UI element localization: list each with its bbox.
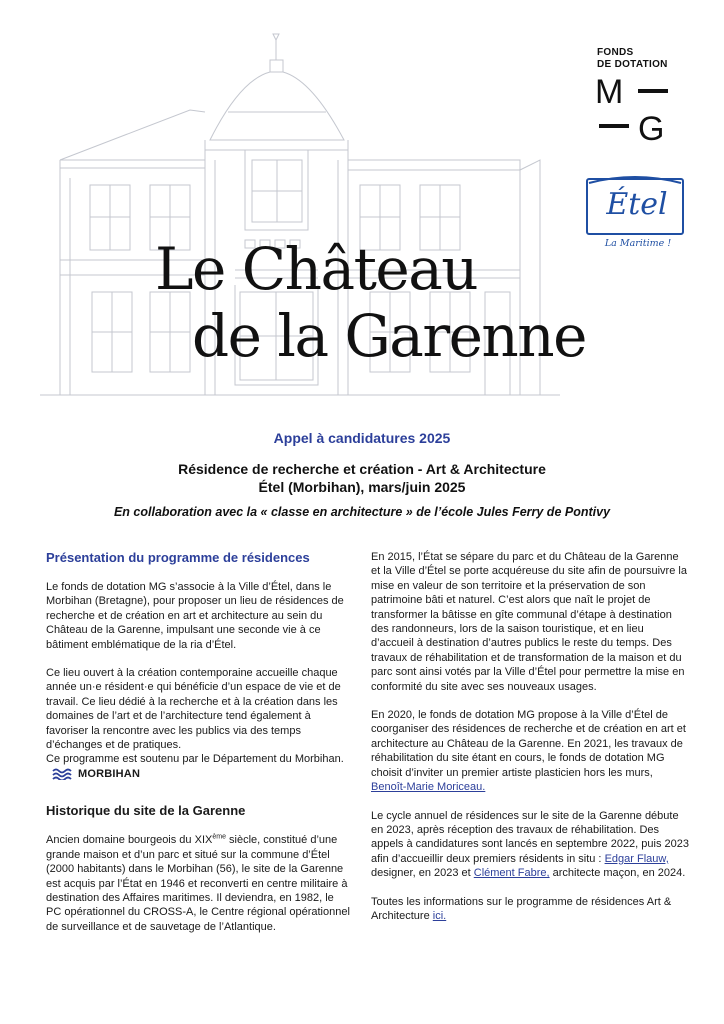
info-paragraph xyxy=(371,895,689,924)
mg-logo-letter-m: M xyxy=(595,76,624,111)
call-for-applications-heading: Appel à candidatures 2025 xyxy=(273,430,451,446)
morbihan-logo xyxy=(52,767,140,781)
link-edgar-flauw[interactable]: Edgar Flauw, xyxy=(604,852,669,865)
fonds-line-2: DE DOTATION xyxy=(597,59,668,70)
mg-logo-bar-bottom xyxy=(599,124,629,128)
presentation-paragraph-1: Le fonds de dotation MG s’associe à la Ville d’Étel, dans le Morbihan (Bretagne), pour proposer un lieu de résidences de recherche et de création en art et architecture au sein du Château de la Garenne, impulsant une seconde vie à ce bâtiment emblématique de la ria d’Étel. xyxy=(46,581,344,651)
fonds-de-dotation-label xyxy=(597,47,668,71)
cycle-text-c: architecte maçon, en 2024. xyxy=(552,867,686,880)
support-text: Ce programme est soutenu par le Département du Morbihan. xyxy=(46,753,344,766)
etel-logo-word: Étel xyxy=(606,187,668,222)
residence-subheading xyxy=(0,460,724,496)
historique-text-a: Ancien domaine bourgeois du XIX xyxy=(46,834,213,847)
cycle-text-a: Le cycle annuel de résidences sur le site de la Garenne débute en 2023, après réception des travaux de réhabilitation. Des appels à candidatures sont lancés en septembre 2022, puis 2023 afin d’accueillir deux premiers résidents in situ : xyxy=(371,809,689,865)
link-ici[interactable]: ici. xyxy=(432,909,447,922)
historique-superscript: ème xyxy=(212,833,226,841)
mg-logo-bar-top xyxy=(638,89,668,93)
presentation-paragraph-2-text: Ce lieu ouvert à la création contemporaine accueille chaque année un·e résident·e qui bénéficie d’un espace de vie et de travail. Ce lieu dédié à la recherche et à la création dans les domaines de l’art et de l’architecture tend également à favoriser la rencontre avec les publics via des temps d’échanges et de pratiques. xyxy=(46,667,341,752)
history-2020-text: En 2020, le fonds de dotation MG propose à la Ville d’Étel de coorganiser des résidences de recherche et de création en art et architecture au Château de la Garenne. En 2021, les travaux de réhabilitation du site étant en cours, le fonds de dotation MG choisit d’inviter un premier artiste plasticien hors les murs, xyxy=(371,709,686,779)
cycle-paragraph xyxy=(371,809,689,881)
fonds-line-1: FONDS xyxy=(597,47,634,58)
history-paragraph-2020 xyxy=(371,708,689,794)
title-line-1: Le Château xyxy=(155,235,478,303)
presentation-heading: Présentation du programme de résidences xyxy=(46,550,310,565)
info-text: Toutes les informations sur le programme de résidences Art & Architecture xyxy=(371,895,672,922)
history-paragraph-2015: En 2015, l’État se sépare du parc et du Château de la Garenne et la Ville d’Étel se porte acquéreuse du site afin de poursuivre la mise en valeur de son territoire et la préservation de son patrimoine bâti et naturel. C’est alors que naît le projet de transformer la bâtisse en gîte communal d’étape à destination des randonneurs, lors de la saison touristique, et en lieu d’accueil à destination d’autres publics le reste du temps. Des travaux de réhabilitation et de transformation de la maison et du parc sont ainsi votés par la Ville d’Étel pour permettre la mise en conformité du site avec ses nouveaux usages. xyxy=(371,551,687,693)
right-column xyxy=(371,550,689,923)
historique-paragraph xyxy=(46,833,351,934)
mg-logo xyxy=(595,76,675,146)
residence-line-2: Étel (Morbihan), mars/juin 2025 xyxy=(258,479,466,495)
link-clement-fabre[interactable]: Clément Fabre, xyxy=(473,867,550,880)
morbihan-waves-icon xyxy=(52,768,74,780)
historique-heading: Historique du site de la Garenne xyxy=(46,803,246,819)
etel-tagline: La Maritime ! xyxy=(604,238,672,249)
cycle-text-b: designer, en 2023 et xyxy=(371,867,471,880)
residence-line-1: Résidence de recherche et création - Art & Architecture xyxy=(178,461,546,477)
header-banner xyxy=(0,0,724,415)
historique-text-b: siècle, constitué d’une grande maison et d’un parc et situé sur la commune d’Étel (2000 habitants) dans le Morbihan (56), le site de la Garenne est acquis par l’État en 1946 et reconverti en centre militaire à destination des Affaires maritimes. Il deviendra, en 1982, le PC opérationnel du CROSS-A, le Centre régional opérationnel de surveillance et de sauvetage de l’Atlantique. xyxy=(46,834,350,933)
left-column xyxy=(46,550,351,934)
collaboration-line: En collaboration avec la « classe en architecture » de l’école Jules Ferry de Pontivy xyxy=(113,505,611,519)
morbihan-logo-text: MORBIHAN xyxy=(78,767,141,780)
mg-logo-letter-g: G xyxy=(638,110,665,146)
link-benoit-marie-moriceau[interactable]: Benoît-Marie Moriceau. xyxy=(371,781,486,794)
title-line-2: de la Garenne xyxy=(192,302,586,370)
presentation-paragraph-2 xyxy=(46,666,351,781)
